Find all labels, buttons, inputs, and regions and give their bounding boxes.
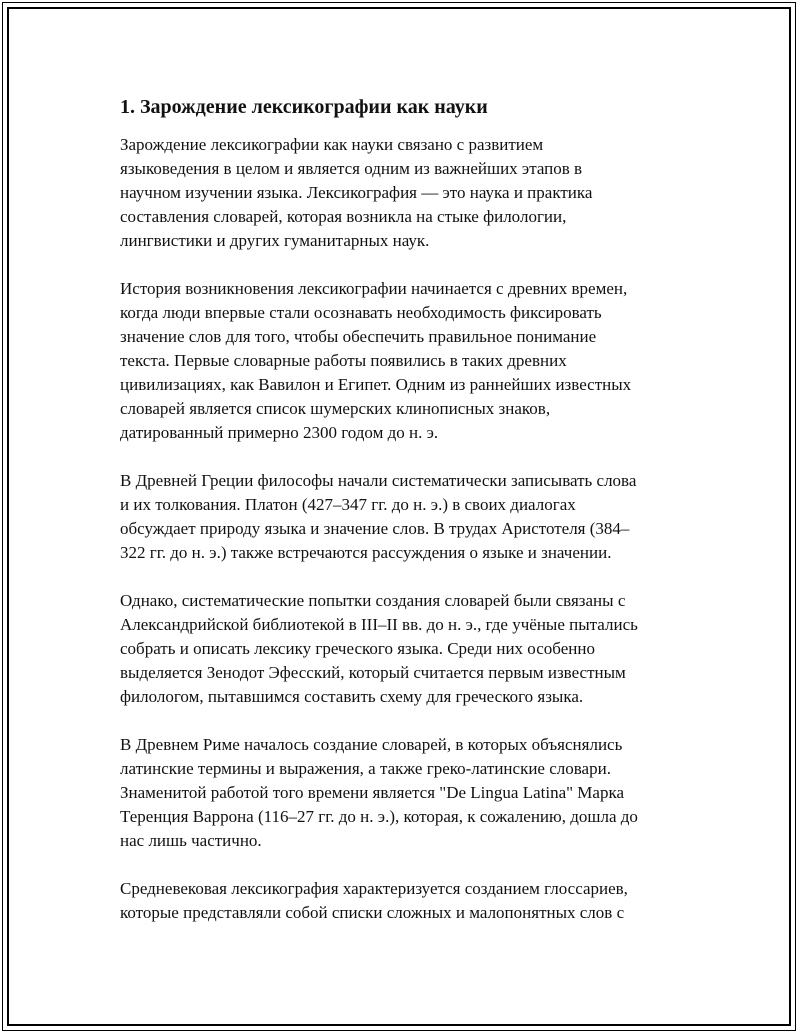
text-line: составления словарей, которая возникла на стыке филологии, — [120, 207, 567, 226]
text-line: латинские термины и выражения, а также греко-латинские словари. — [120, 759, 611, 778]
text-line: Александрийской библиотекой в III–II вв. до н. э., где учёные пытались — [120, 615, 638, 634]
paragraph-rome — [120, 733, 700, 853]
document-page — [2, 2, 796, 1031]
text-line: словарей является список шумерских клинописных знаков, — [120, 399, 551, 418]
text-line: История возникновения лексикографии начинается с древних времен, — [120, 279, 628, 298]
text-line: обсуждает природу языка и значение слов. В трудах Аристотеля (384– — [120, 519, 630, 538]
page-frame — [7, 7, 791, 1026]
text-line: научном изучении языка. Лексикография — это наука и практика — [120, 183, 593, 202]
text-line: и их толкования. Платон (427–347 гг. до н. э.) в своих диалогах — [120, 495, 576, 514]
text-line: текста. Первые словарные работы появились в таких древних — [120, 351, 567, 370]
text-line: цивилизациях, как Вавилон и Египет. Одним из раннейших известных — [120, 375, 632, 394]
text-line: 322 гг. до н. э.) также встречаются рассуждения о языке и значении. — [120, 543, 612, 562]
document-body — [120, 95, 700, 949]
paragraph-greece — [120, 469, 700, 565]
text-line: нас лишь частично. — [120, 831, 262, 850]
text-line: Зарождение лексикографии как науки связано с развитием — [120, 135, 544, 154]
text-line: Однако, систематические попытки создания словарей были связаны с — [120, 591, 626, 610]
text-line: Знаменитой работой того времени является "De Lingua Latina" Марка — [120, 783, 625, 802]
text-line: Средневековая лексикография характеризуется созданием глоссариев, — [120, 879, 628, 898]
text-line: которые представляли собой списки сложных и малопонятных слов с — [120, 903, 625, 922]
text-line: собрать и описать лексику греческого языка. Среди них особенно — [120, 639, 595, 658]
text-line: лингвистики и других гуманитарных наук. — [120, 231, 430, 250]
text-line: В Древней Греции философы начали систематически записывать слова — [120, 471, 637, 490]
text-line: языковедения в целом и является одним из важнейших этапов в — [120, 159, 583, 178]
paragraph-intro — [120, 133, 700, 253]
paragraph-medieval — [120, 877, 700, 925]
text-line: когда люди впервые стали осознавать необходимость фиксировать — [120, 303, 602, 322]
section-heading: 1. Зарождение лексикографии как науки — [120, 96, 488, 118]
paragraph-alexandria — [120, 589, 700, 709]
text-line: датированный примерно 2300 годом до н. э. — [120, 423, 439, 442]
text-line: филологом, пытавшимся составить схему для греческого языка. — [120, 687, 584, 706]
text-line: Теренция Варрона (116–27 гг. до н. э.), которая, к сожалению, дошла до — [120, 807, 638, 826]
text-line: выделяется Зенодот Эфесский, который считается первым известным — [120, 663, 626, 682]
text-line: значение слов для того, чтобы обеспечить правильное понимание — [120, 327, 597, 346]
paragraph-history — [120, 277, 700, 445]
text-line: В Древнем Риме началось создание словарей, в которых объяснялись — [120, 735, 623, 754]
